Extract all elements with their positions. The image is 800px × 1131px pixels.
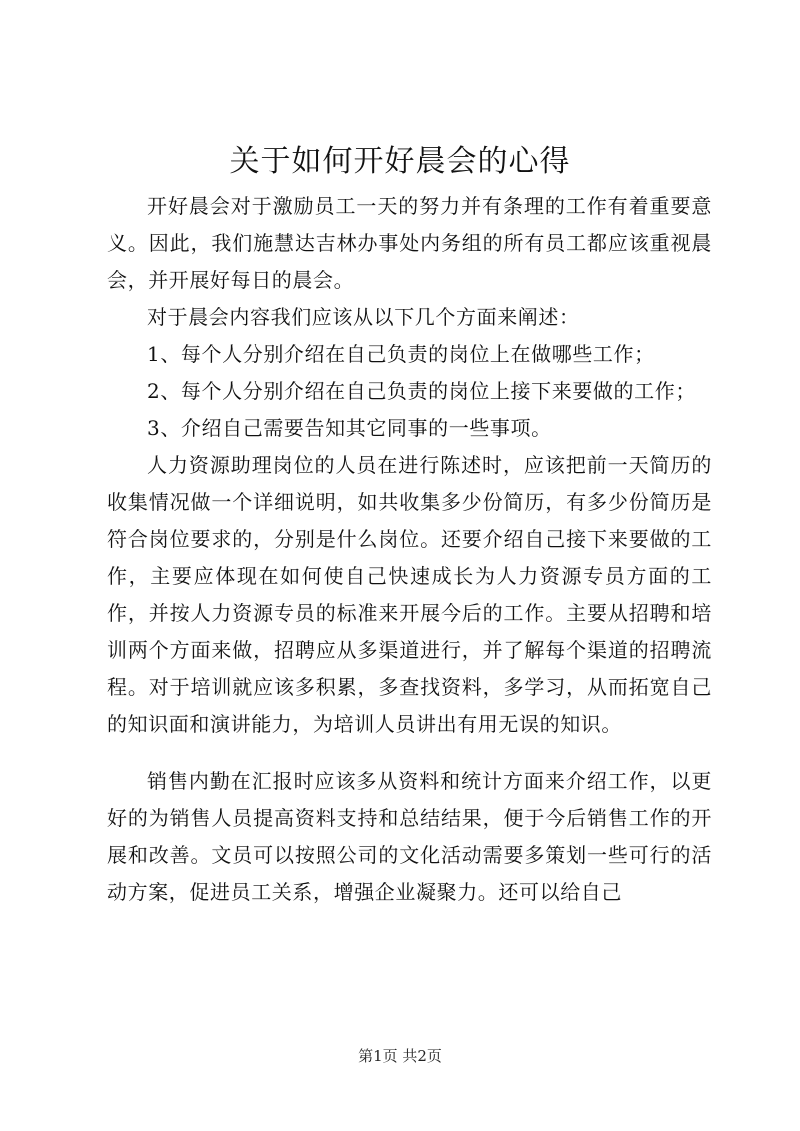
paragraph-sales-admin: 销售内勤在汇报时应该多从资料和统计方面来介绍工作，以更好的为销售人员提高资料支持和总结结果，便于今后销售工作的开展和改善。文员可以按照公司的文化活动需要多策划一些可行的活动方案，促进员工关系，增强企业凝聚力。还可以给自己: [107, 769, 712, 904]
page-number-footer: 第1页 共2页: [358, 1047, 442, 1065]
list-item-1: 1、每个人分别介绍在自己负责的岗位上在做哪些工作；: [147, 342, 655, 366]
list-item-2: 2、每个人分别介绍在自己负责的岗位上接下来要做的工作；: [147, 379, 696, 403]
paragraph-aspects-intro: 对于晨会内容我们应该从以下几个方面来阐述：: [147, 305, 580, 329]
paragraph-intro: 开好晨会对于激励员工一天的努力并有条理的工作有着重要意义。因此，我们施慧达吉林办事处内务组的所有员工都应该重视晨会，并开展好每日的晨会。: [107, 194, 712, 292]
paragraph-hr-assistant: 人力资源助理岗位的人员在进行陈述时，应该把前一天简历的收集情况做一个详细说明，如共收集多少份简历，有多少份简历是符合岗位要求的，分别是什么岗位。还要介绍自己接下来要做的工作，主要应体现在如何使自己快速成长为人力资源专员方面的工作，并按人力资源专员的标准来开展今后的工作。主要从招聘和培训两个方面来做，招聘应从多渠道进行，并了解每个渠道的招聘流程。对于培训就应该多积累，多查找资料，多学习，从而拓宽自己的知识面和演讲能力，为培训人员讲出有用无误的知识。: [107, 453, 712, 736]
document-title: 关于如何开好晨会的心得: [229, 144, 571, 179]
document-body: [107, 188, 712, 911]
list-item-3: 3、介绍自己需要告知其它同事的一些事项。: [147, 416, 552, 440]
